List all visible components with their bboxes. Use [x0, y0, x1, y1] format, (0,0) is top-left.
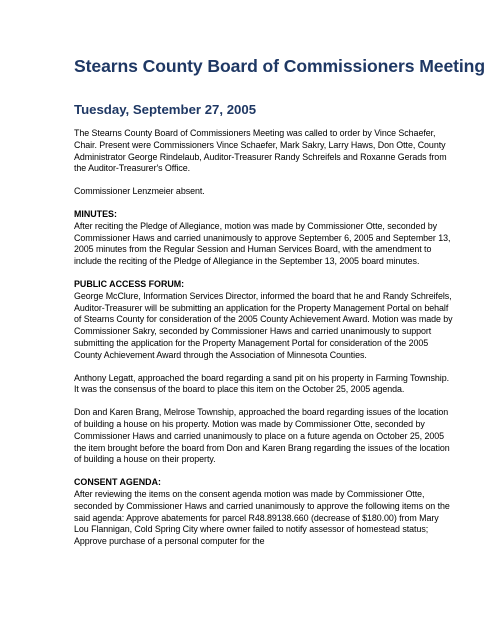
- intro-paragraph: The Stearns County Board of Commissioners Meeting was called to order by Vince Schaefer, Chair. Present were Commissioners Vince Schaefer, Mark Sakry, Larry Haws, Don Otte, County Administrator George Rindelaub, Auditor-Treasurer Randy Schreifels and Roxanne Gerads from the Auditor-Treasurer's Office.: [74, 128, 447, 174]
- minutes-paragraph: After reciting the Pledge of Allegiance, motion was made by Commissioner Otte, seconded by Commissioner Haws and carried unanimously to approve September 6, 2005 and September 13, 2005 minutes from the Regular Session and Human Services Board, with the amendment to include the reciting of the Pledge of Allegiance in the September 13, 2005 board minutes.: [74, 220, 451, 267]
- consent-agenda-heading: CONSENT AGENDA:: [74, 477, 161, 488]
- document-title: Stearns County Board of Commissioners Meeting: [74, 56, 485, 76]
- minutes-heading: MINUTES:: [74, 208, 117, 219]
- public-access-heading: PUBLIC ACCESS FORUM:: [74, 278, 185, 289]
- absent-paragraph: Commissioner Lenzmeier absent.: [74, 186, 205, 197]
- public-access-paragraph-2: Anthony Legatt, approached the board regarding a sand pit on his property in Farming Township. It was the consensus of the board to place this item on the October 25, 2005 agenda.: [74, 372, 450, 395]
- consent-agenda-paragraph: After reviewing the items on the consent agenda motion was made by Commissioner Otte, seconded by Commissioner Haws and carried unanimously to approve the following items on the said agenda: Approve abatements for parcel R48.89138.660 (decrease of $180.00) from Mary Lou Flannigan, Cold Spring City where owner failed to notify assessor of homestead status; Approve purchase of a personal computer for the: [74, 488, 450, 547]
- meeting-date: Tuesday, September 27, 2005: [74, 102, 257, 117]
- public-access-paragraph-1: George McClure, Information Services Director, informed the board that he and Randy Schreifels, Auditor-Treasurer will be submitting an application for the Property Management Portal on behalf of Stearns County for consideration of the 2005 County Achievement Award. Motion was made by Commissioner Sakry, seconded by Commissioner Haws and carried unanimously to support submitting the application for the Property Management Portal for consideration of the 2005 County Achievement Award through the Association of Minnesota Counties.: [74, 290, 453, 360]
- public-access-paragraph-3: Don and Karen Brang, Melrose Township, approached the board regarding issues of the location of building a house on his property. Motion was made by Commissioner Otte, seconded by Commissioner Haws and carried unanimously to place on a future agenda on October 25, 2005 the item brought before the board from Don and Karen Brang regarding the issues of the location of building a house on their property.: [74, 407, 450, 465]
